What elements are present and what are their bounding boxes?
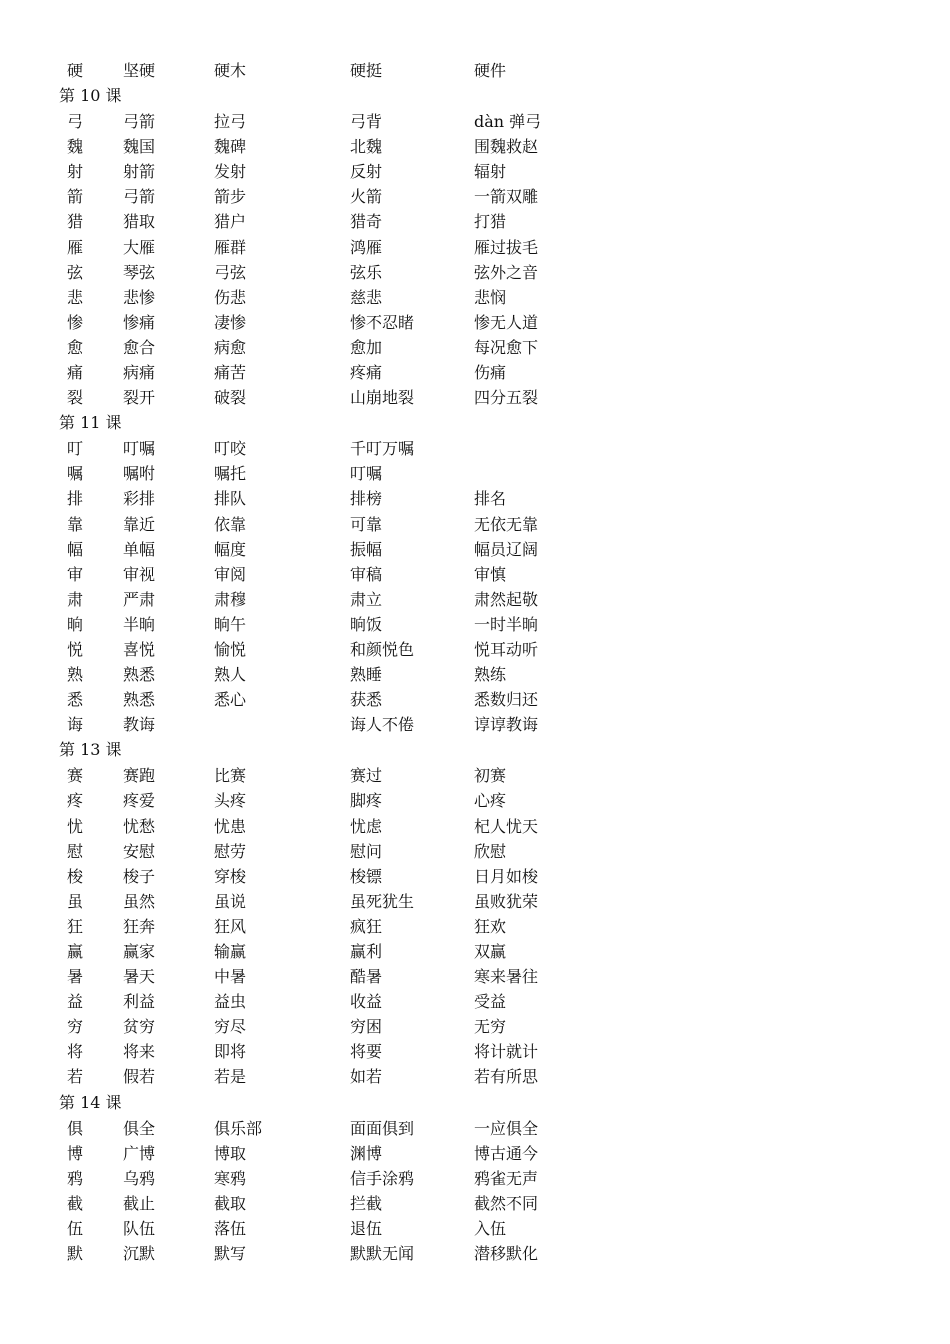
vocab-word: 拦截 bbox=[350, 1193, 383, 1213]
vocab-word: 拉弓 bbox=[214, 112, 247, 132]
vocab-word: 将来 bbox=[123, 1042, 156, 1062]
vocab-word: 无依无靠 bbox=[474, 514, 539, 534]
vocab-row bbox=[0, 1216, 950, 1241]
vocab-word: 审阅 bbox=[214, 564, 247, 584]
vocab-character: 默 bbox=[67, 1244, 84, 1264]
vocab-character: 诲 bbox=[67, 715, 84, 735]
lesson-title: 第 11 课 bbox=[59, 413, 122, 433]
vocab-word: 熟人 bbox=[214, 665, 247, 685]
vocab-word: 信手涂鸦 bbox=[350, 1168, 415, 1188]
vocab-word: 审视 bbox=[123, 564, 156, 584]
vocab-row bbox=[0, 662, 950, 687]
vocab-word: 伤痛 bbox=[474, 363, 507, 383]
vocab-word: 雁群 bbox=[214, 237, 247, 257]
vocab-row bbox=[0, 939, 950, 964]
vocab-character: 梭 bbox=[67, 866, 84, 886]
vocab-row bbox=[0, 1241, 950, 1266]
vocab-word: 博古通今 bbox=[474, 1143, 539, 1163]
vocab-word: 叮嘱 bbox=[123, 439, 156, 459]
vocab-character: 虽 bbox=[67, 891, 84, 911]
vocab-word: 发射 bbox=[214, 162, 247, 182]
vocab-word: 将计就计 bbox=[474, 1042, 539, 1062]
vocab-word: 嘱托 bbox=[214, 464, 247, 484]
vocab-word: 比赛 bbox=[214, 766, 247, 786]
vocab-character: 疼 bbox=[67, 791, 84, 811]
vocabulary-document bbox=[0, 58, 950, 1266]
vocab-word: 伤悲 bbox=[214, 287, 247, 307]
vocab-word: 破裂 bbox=[214, 388, 247, 408]
vocab-row bbox=[0, 58, 950, 83]
vocab-row bbox=[0, 864, 950, 889]
vocab-row bbox=[0, 914, 950, 939]
vocab-word: 赛跑 bbox=[123, 766, 156, 786]
vocab-word: 弓箭 bbox=[123, 187, 156, 207]
vocab-word: 诲人不倦 bbox=[350, 715, 415, 735]
vocab-character: 箭 bbox=[67, 187, 84, 207]
lesson-title: 第 10 课 bbox=[59, 86, 122, 106]
vocab-word: 俱乐部 bbox=[214, 1118, 263, 1138]
vocab-word: 硬挺 bbox=[350, 61, 383, 80]
vocab-word: 肃穆 bbox=[214, 589, 247, 609]
vocab-character: 雁 bbox=[67, 237, 84, 257]
vocab-word: 酷暑 bbox=[350, 967, 383, 987]
vocab-row bbox=[0, 461, 950, 486]
vocab-character: 赢 bbox=[67, 942, 84, 961]
vocab-character: 猎 bbox=[67, 212, 84, 232]
vocab-character: 熟 bbox=[67, 665, 84, 685]
vocab-row bbox=[0, 1191, 950, 1216]
vocab-word: 幅员辽阔 bbox=[474, 539, 539, 559]
vocab-row bbox=[0, 260, 950, 285]
vocab-character: 晌 bbox=[67, 614, 84, 634]
vocab-word: 杞人忧天 bbox=[474, 816, 539, 836]
vocab-word: 退伍 bbox=[350, 1218, 383, 1238]
vocab-word: 排队 bbox=[214, 489, 247, 509]
vocab-row bbox=[0, 1064, 950, 1089]
vocab-word: 利益 bbox=[123, 992, 156, 1012]
vocab-character: 嘱 bbox=[67, 464, 84, 484]
vocab-word: 彩排 bbox=[123, 489, 156, 509]
vocab-word: dàn 弹弓 bbox=[474, 112, 542, 132]
vocab-row bbox=[0, 1039, 950, 1064]
vocab-character: 穷 bbox=[67, 1017, 84, 1037]
vocab-word: 慰劳 bbox=[214, 841, 247, 861]
vocab-word: 梭子 bbox=[123, 866, 156, 886]
vocab-character: 靠 bbox=[67, 514, 84, 534]
vocab-row bbox=[0, 235, 950, 260]
vocab-character: 慰 bbox=[67, 841, 84, 861]
vocab-word: 晌饭 bbox=[350, 614, 383, 634]
vocab-character: 痛 bbox=[67, 363, 84, 383]
vocab-word: 将要 bbox=[350, 1042, 383, 1062]
vocab-row bbox=[0, 436, 950, 461]
vocab-row bbox=[0, 637, 950, 662]
vocab-row bbox=[0, 839, 950, 864]
vocab-word: 寒鸦 bbox=[214, 1168, 247, 1188]
vocab-row bbox=[0, 159, 950, 184]
vocab-word: 辐射 bbox=[474, 162, 507, 182]
vocab-word: 无穷 bbox=[474, 1017, 507, 1037]
vocab-word: 弓弦 bbox=[214, 262, 247, 282]
vocab-character: 若 bbox=[67, 1067, 84, 1087]
vocab-character: 排 bbox=[67, 489, 84, 509]
vocab-word: 围魏救赵 bbox=[474, 137, 539, 157]
vocab-row bbox=[0, 964, 950, 989]
vocab-word: 假若 bbox=[123, 1067, 156, 1087]
vocab-word: 单幅 bbox=[123, 539, 156, 559]
vocab-character: 将 bbox=[67, 1042, 84, 1062]
lesson-title: 第 14 课 bbox=[59, 1092, 122, 1112]
vocab-row bbox=[0, 335, 950, 360]
vocab-word: 悉数归还 bbox=[474, 690, 539, 710]
vocab-word: 琴弦 bbox=[123, 262, 156, 282]
vocab-character: 射 bbox=[67, 162, 84, 182]
vocab-word: 魏国 bbox=[123, 137, 156, 157]
vocab-word: 默写 bbox=[214, 1244, 247, 1264]
vocab-word: 一箭双雕 bbox=[474, 187, 539, 207]
vocab-word: 叮咬 bbox=[214, 439, 247, 459]
vocab-word: 若是 bbox=[214, 1067, 247, 1087]
vocab-word: 虽说 bbox=[214, 891, 247, 911]
vocab-row bbox=[0, 788, 950, 813]
vocab-word: 审稿 bbox=[350, 564, 383, 584]
vocab-word: 欣慰 bbox=[474, 841, 507, 861]
vocab-word: 惨痛 bbox=[123, 312, 156, 332]
vocab-word: 惨无人道 bbox=[474, 312, 539, 332]
vocab-word: 弓背 bbox=[350, 112, 383, 132]
vocab-word: 熟悉 bbox=[123, 690, 156, 710]
vocab-character: 悦 bbox=[67, 639, 84, 659]
vocab-word: 愉悦 bbox=[214, 639, 247, 659]
vocab-character: 裂 bbox=[67, 388, 84, 408]
vocab-row bbox=[0, 1166, 950, 1191]
vocab-word: 硬件 bbox=[474, 61, 507, 80]
vocab-word: 截然不同 bbox=[474, 1193, 539, 1213]
vocab-word: 穿梭 bbox=[214, 866, 247, 886]
vocab-word: 弦乐 bbox=[350, 262, 383, 282]
vocab-word: 肃立 bbox=[350, 589, 383, 609]
vocab-character: 硬 bbox=[67, 61, 84, 80]
vocab-word: 安慰 bbox=[123, 841, 156, 861]
vocab-word: 排名 bbox=[474, 489, 507, 509]
vocab-character: 弦 bbox=[67, 262, 84, 282]
vocab-word: 落伍 bbox=[214, 1218, 247, 1238]
vocab-word: 乌鸦 bbox=[123, 1168, 156, 1188]
vocab-character: 博 bbox=[67, 1143, 84, 1163]
vocab-word: 病痛 bbox=[123, 363, 156, 383]
vocab-word: 穷困 bbox=[350, 1017, 383, 1037]
vocab-word: 谆谆教诲 bbox=[474, 715, 539, 735]
vocab-word: 半晌 bbox=[123, 614, 156, 634]
vocab-word: 大雁 bbox=[123, 237, 156, 257]
vocab-word: 排榜 bbox=[350, 489, 383, 509]
vocab-word: 队伍 bbox=[123, 1218, 156, 1238]
vocab-word: 收益 bbox=[350, 992, 383, 1012]
vocab-word: 射箭 bbox=[123, 162, 156, 182]
vocab-character: 魏 bbox=[67, 137, 84, 157]
vocab-word: 依靠 bbox=[214, 514, 247, 534]
vocab-row bbox=[0, 814, 950, 839]
vocab-word: 猎奇 bbox=[350, 212, 383, 232]
vocab-word: 肃然起敬 bbox=[474, 589, 539, 609]
vocab-word: 和颜悦色 bbox=[350, 639, 415, 659]
vocab-word: 获悉 bbox=[350, 690, 383, 710]
vocab-character: 伍 bbox=[67, 1218, 84, 1238]
vocab-word: 即将 bbox=[214, 1042, 247, 1062]
vocab-word: 沉默 bbox=[123, 1244, 156, 1264]
vocab-character: 赛 bbox=[67, 766, 84, 786]
vocab-word: 日月如梭 bbox=[474, 866, 539, 886]
vocab-row bbox=[0, 612, 950, 637]
vocab-word: 四分五裂 bbox=[474, 388, 539, 408]
vocab-row bbox=[0, 184, 950, 209]
vocab-word: 博取 bbox=[214, 1143, 247, 1163]
vocab-word: 益虫 bbox=[214, 992, 247, 1012]
vocab-word: 如若 bbox=[350, 1067, 383, 1087]
vocab-word: 广博 bbox=[123, 1143, 156, 1163]
vocab-row bbox=[0, 134, 950, 159]
vocab-word: 虽死犹生 bbox=[350, 891, 415, 911]
vocab-character: 愈 bbox=[67, 337, 84, 357]
vocab-word: 愈加 bbox=[350, 337, 383, 357]
vocab-word: 惨不忍睹 bbox=[350, 312, 415, 332]
vocab-word: 入伍 bbox=[474, 1218, 507, 1238]
vocab-word: 病愈 bbox=[214, 337, 247, 357]
vocab-word: 幅度 bbox=[214, 539, 247, 559]
vocab-row bbox=[0, 385, 950, 410]
vocab-character: 益 bbox=[67, 992, 84, 1012]
vocab-word: 虽败犹荣 bbox=[474, 891, 539, 911]
vocab-word: 可靠 bbox=[350, 514, 383, 534]
vocab-character: 鸦 bbox=[67, 1168, 84, 1188]
vocab-word: 疯狂 bbox=[350, 916, 383, 936]
vocab-word: 贫穷 bbox=[123, 1017, 156, 1037]
lesson-title: 第 13 课 bbox=[59, 740, 122, 760]
vocab-character: 叮 bbox=[67, 439, 84, 459]
vocab-word: 痛苦 bbox=[214, 363, 247, 383]
vocab-row bbox=[0, 310, 950, 335]
vocab-word: 千叮万嘱 bbox=[350, 439, 415, 459]
vocab-word: 晌午 bbox=[214, 614, 247, 634]
vocab-character: 悉 bbox=[67, 690, 84, 710]
vocab-word: 硬木 bbox=[214, 61, 247, 80]
vocab-row bbox=[0, 1014, 950, 1039]
vocab-word: 渊博 bbox=[350, 1143, 383, 1163]
vocab-row bbox=[0, 285, 950, 310]
vocab-word: 狂风 bbox=[214, 916, 247, 936]
vocab-row bbox=[0, 763, 950, 788]
vocab-word: 输赢 bbox=[214, 942, 247, 961]
vocab-row bbox=[0, 587, 950, 612]
vocab-word: 鸦雀无声 bbox=[474, 1168, 539, 1188]
vocab-word: 狂奔 bbox=[123, 916, 156, 936]
vocab-word: 初赛 bbox=[474, 766, 507, 786]
vocab-row bbox=[0, 1116, 950, 1141]
vocab-word: 一时半晌 bbox=[474, 614, 539, 634]
vocab-word: 悲悯 bbox=[474, 287, 507, 307]
vocab-word: 慈悲 bbox=[350, 287, 383, 307]
vocab-word: 反射 bbox=[350, 162, 383, 182]
vocab-word: 悲惨 bbox=[123, 287, 156, 307]
vocab-word: 虽然 bbox=[123, 891, 156, 911]
vocab-word: 疼爱 bbox=[123, 791, 156, 811]
vocab-character: 惨 bbox=[67, 312, 84, 332]
vocab-word: 暑天 bbox=[123, 967, 156, 987]
vocab-word: 面面俱到 bbox=[350, 1118, 415, 1138]
vocab-word: 寒来暑往 bbox=[474, 967, 539, 987]
vocab-word: 狂欢 bbox=[474, 916, 507, 936]
vocab-word: 默默无闻 bbox=[350, 1244, 415, 1264]
vocab-word: 一应俱全 bbox=[474, 1118, 539, 1138]
vocab-word: 中暑 bbox=[214, 967, 247, 987]
vocab-word: 疼痛 bbox=[350, 363, 383, 383]
vocab-word: 山崩地裂 bbox=[350, 388, 415, 408]
vocab-word: 猎取 bbox=[123, 212, 156, 232]
vocab-word: 教诲 bbox=[123, 715, 156, 735]
vocab-word: 火箭 bbox=[350, 187, 383, 207]
vocab-word: 双赢 bbox=[474, 942, 507, 961]
vocab-word: 审慎 bbox=[474, 564, 507, 584]
vocab-word: 俱全 bbox=[123, 1118, 156, 1138]
vocab-word: 靠近 bbox=[123, 514, 156, 534]
vocab-character: 肃 bbox=[67, 589, 84, 609]
vocab-word: 若有所思 bbox=[474, 1067, 539, 1087]
vocab-row bbox=[0, 1141, 950, 1166]
vocab-character: 截 bbox=[67, 1193, 84, 1213]
lesson-heading bbox=[0, 1090, 950, 1116]
vocab-character: 弓 bbox=[67, 112, 84, 132]
vocab-word: 熟悉 bbox=[123, 665, 156, 685]
vocab-word: 鸿雁 bbox=[350, 237, 383, 257]
vocab-word: 弓箭 bbox=[123, 112, 156, 132]
vocab-row bbox=[0, 687, 950, 712]
vocab-word: 熟练 bbox=[474, 665, 507, 685]
vocab-character: 狂 bbox=[67, 916, 84, 936]
vocab-word: 截止 bbox=[123, 1193, 156, 1213]
lesson-heading bbox=[0, 83, 950, 109]
vocab-word: 弦外之音 bbox=[474, 262, 539, 282]
vocab-row bbox=[0, 360, 950, 385]
vocab-word: 悉心 bbox=[214, 690, 247, 710]
vocab-word: 忧愁 bbox=[123, 816, 156, 836]
vocab-row bbox=[0, 989, 950, 1014]
vocab-row bbox=[0, 209, 950, 234]
vocab-word: 雁过拔毛 bbox=[474, 237, 539, 257]
vocab-word: 悦耳动听 bbox=[474, 639, 539, 659]
vocab-word: 受益 bbox=[474, 992, 507, 1012]
vocab-word: 忧虑 bbox=[350, 816, 383, 836]
vocab-word: 截取 bbox=[214, 1193, 247, 1213]
vocab-character: 暑 bbox=[67, 967, 84, 987]
vocab-row bbox=[0, 109, 950, 134]
vocab-row bbox=[0, 537, 950, 562]
vocab-word: 严肃 bbox=[123, 589, 156, 609]
vocab-word: 头疼 bbox=[214, 791, 247, 811]
vocab-word: 坚硬 bbox=[123, 61, 156, 80]
vocab-word: 喜悦 bbox=[123, 639, 156, 659]
vocab-word: 心疼 bbox=[474, 791, 507, 811]
vocab-word: 魏碑 bbox=[214, 137, 247, 157]
vocab-word: 猎户 bbox=[214, 212, 247, 232]
vocab-character: 忧 bbox=[67, 816, 84, 836]
lesson-heading bbox=[0, 737, 950, 763]
vocab-word: 振幅 bbox=[350, 539, 383, 559]
vocab-word: 潜移默化 bbox=[474, 1244, 539, 1264]
vocab-word: 穷尽 bbox=[214, 1017, 247, 1037]
vocab-word: 愈合 bbox=[123, 337, 156, 357]
vocab-word: 脚疼 bbox=[350, 791, 383, 811]
vocab-word: 凄惨 bbox=[214, 312, 247, 332]
vocab-word: 叮嘱 bbox=[350, 464, 383, 484]
vocab-word: 熟睡 bbox=[350, 665, 383, 685]
vocab-row bbox=[0, 562, 950, 587]
lesson-heading bbox=[0, 410, 950, 436]
vocab-word: 嘱咐 bbox=[123, 464, 156, 484]
vocab-word: 赢利 bbox=[350, 942, 383, 961]
vocab-word: 赢家 bbox=[123, 942, 156, 961]
vocab-word: 梭镖 bbox=[350, 866, 383, 886]
vocab-word: 赛过 bbox=[350, 766, 383, 786]
vocab-character: 悲 bbox=[67, 287, 84, 307]
vocab-word: 打猎 bbox=[474, 212, 507, 232]
vocab-row bbox=[0, 712, 950, 737]
vocab-character: 审 bbox=[67, 564, 84, 584]
vocab-word: 裂开 bbox=[123, 388, 156, 408]
vocab-character: 幅 bbox=[67, 539, 84, 559]
vocab-word: 忧患 bbox=[214, 816, 247, 836]
vocab-word: 箭步 bbox=[214, 187, 247, 207]
vocab-row bbox=[0, 486, 950, 511]
vocab-word: 北魏 bbox=[350, 137, 383, 157]
vocab-character: 俱 bbox=[67, 1118, 84, 1138]
vocab-row bbox=[0, 889, 950, 914]
vocab-word: 每况愈下 bbox=[474, 337, 539, 357]
vocab-row bbox=[0, 512, 950, 537]
vocab-word: 慰问 bbox=[350, 841, 383, 861]
